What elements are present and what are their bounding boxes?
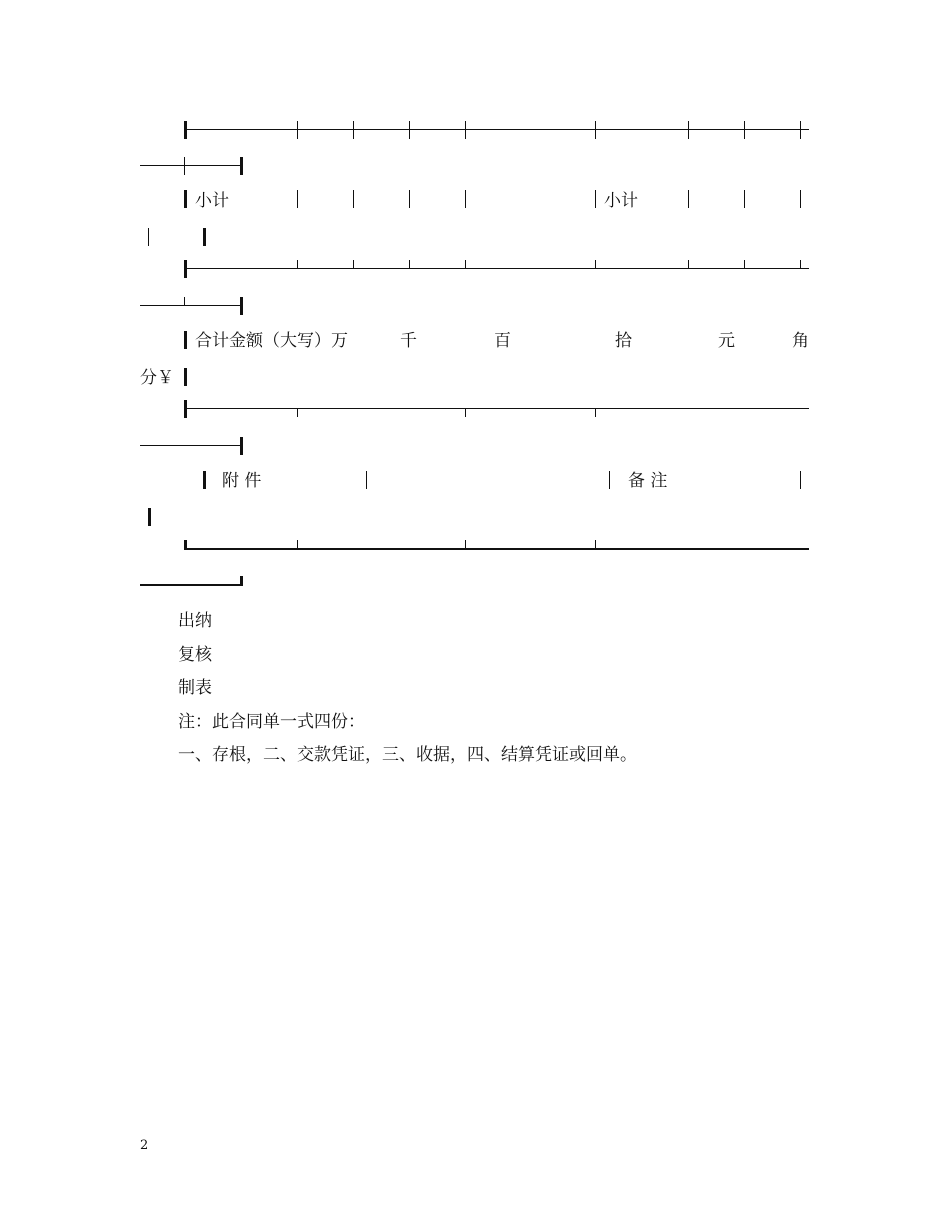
- subtotal-label-left: 小计: [195, 191, 229, 211]
- unit-shi: 拾: [615, 331, 632, 351]
- unit-bai: 百: [494, 331, 511, 351]
- note-line: 注：此合同单一式四份：: [178, 712, 365, 732]
- subtotal-label-right: 小计: [604, 191, 638, 211]
- fen-yen-label: 分￥: [140, 368, 174, 388]
- remark-label: 备 注: [628, 471, 668, 491]
- unit-jiao: 角: [792, 331, 809, 351]
- copies-line: 一、存根，二、交款凭证，三、收据，四、结算凭证或回单。: [178, 745, 637, 765]
- cashier-label: 出纳: [178, 611, 212, 631]
- total-amount-label: 合计金额（大写）万: [195, 331, 348, 351]
- unit-yuan: 元: [718, 331, 735, 351]
- reviewer-label: 复核: [178, 645, 212, 665]
- page-number: 2: [140, 1138, 149, 1153]
- preparer-label: 制表: [178, 678, 212, 698]
- attachment-label: 附 件: [222, 471, 262, 491]
- unit-qian: 千: [400, 331, 417, 351]
